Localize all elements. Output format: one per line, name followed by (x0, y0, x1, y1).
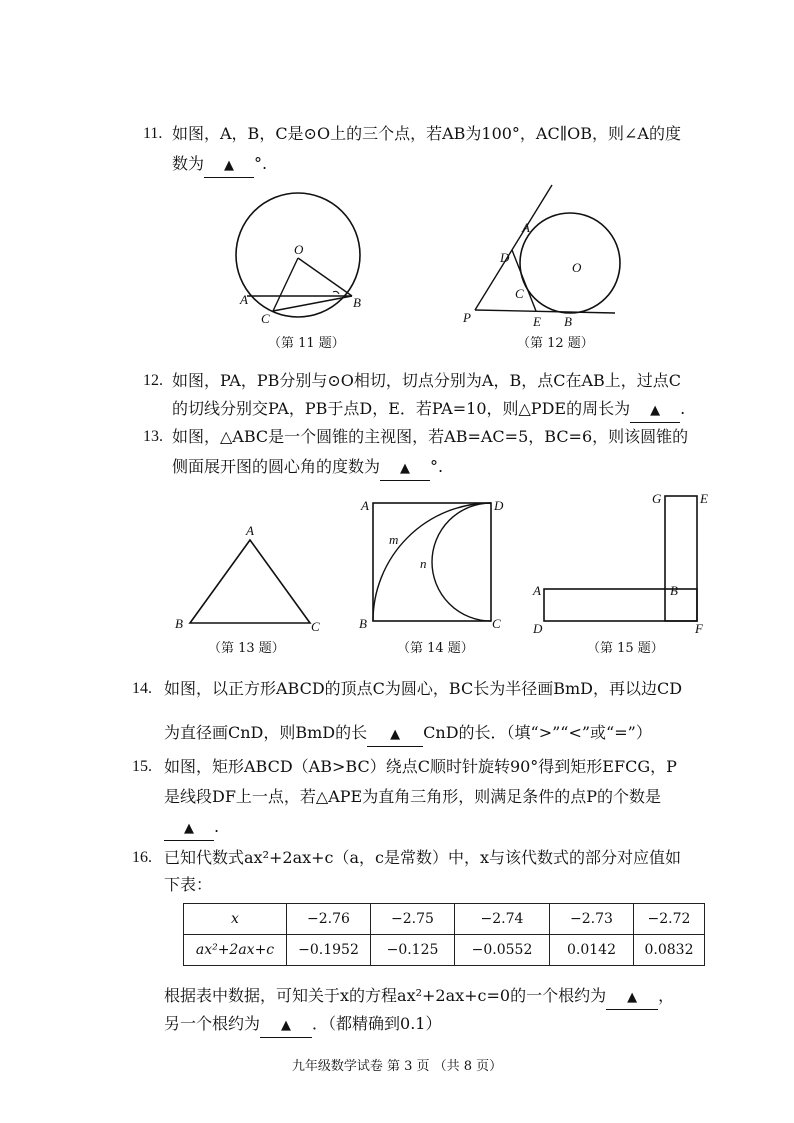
q11-text-pre: 数为 (172, 154, 205, 173)
table-cell: −2.76 (287, 904, 371, 935)
triangle-marker-icon: ▲ (184, 821, 194, 836)
label-D: D (533, 621, 543, 636)
table-cell: ax²+2ax+c (184, 935, 287, 966)
label-O: O (294, 242, 304, 257)
question-14-line2 (164, 722, 652, 747)
q16-text-post: ， (658, 986, 675, 1005)
question-number-14: 14. (132, 680, 152, 697)
answer-blank-15[interactable] (164, 816, 214, 841)
triangle-marker-icon: ▲ (650, 403, 661, 418)
q13-text-post: °. (430, 457, 444, 476)
label-C: C (515, 286, 524, 301)
q16-text-post2: ．（都精确到0.1） (312, 1014, 442, 1033)
table-cell: x (184, 904, 287, 935)
question-16-line2: 下表： (164, 875, 213, 894)
label-A: A (361, 498, 369, 513)
question-16-after2 (164, 1013, 441, 1038)
q14-text-post: CnD的长．（填“>”“<”或“=”） (423, 723, 652, 742)
table-cell: −2.75 (371, 904, 455, 935)
question-number-11: 11. (143, 125, 163, 142)
question-15-line1: 如图，矩形ABCD（AB>BC）绕点C顺时针旋转90°得到矩形EFCG，P (164, 757, 677, 776)
label-B: B (353, 295, 361, 310)
answer-blank-14[interactable] (367, 722, 423, 747)
answer-blank-11[interactable] (204, 153, 254, 178)
question-15-line2: 是线段DF上一点，若△APE为直角三角形，则满足条件的点P的个数是 (164, 787, 662, 806)
label-F: F (695, 621, 703, 636)
caption-figure-11: （第 11 题） (268, 336, 345, 351)
label-A: A (246, 523, 254, 538)
label-C: C (261, 311, 270, 326)
question-13-line2 (172, 456, 443, 481)
question-12-line1: 如图，PA，PB分别与⊙O相切，切点分别为A，B，点C在AB上，过点C (172, 371, 682, 390)
label-A: A (240, 292, 248, 307)
q16-text-pre: 根据表中数据，可知关于x的方程ax²+2ax+c=0的一个根约为 (164, 986, 607, 1005)
table-cell: 0.0142 (550, 935, 634, 966)
label-A: A (533, 583, 541, 598)
question-16-line1: 已知代数式ax²+2ax+c（a，c是常数）中，x与该代数式的部分对应值如 (164, 848, 682, 867)
table-cell: −2.73 (550, 904, 634, 935)
label-P: P (463, 310, 471, 325)
label-C: C (492, 616, 501, 631)
answer-blank-13[interactable] (380, 456, 430, 481)
caption-figure-12: （第 12 题） (517, 336, 594, 351)
answer-blank-12[interactable] (630, 398, 680, 423)
table-cell: −0.125 (371, 935, 455, 966)
question-number-16: 16. (132, 849, 152, 866)
label-B: B (670, 583, 678, 598)
question-13-line1: 如图，△ABC是一个圆锥的主视图，若AB=AC=5，BC=6，则该圆锥的 (172, 427, 689, 446)
page-footer: 九年级数学试卷 第 3 页 （共 8 页） (291, 1059, 503, 1074)
q11-text-post: °. (254, 154, 268, 173)
label-A: A (522, 220, 530, 235)
figure-14 (355, 490, 515, 635)
label-C: C (311, 619, 320, 634)
label-D: D (494, 498, 504, 513)
triangle-marker-icon: ▲ (281, 1018, 292, 1033)
question-number-13: 13. (143, 428, 163, 445)
figure-11 (225, 190, 375, 330)
figure-12 (460, 180, 635, 330)
label-m: m (389, 532, 399, 547)
caption-figure-15: （第 15 题） (587, 641, 664, 656)
table-cell: −2.74 (455, 904, 550, 935)
q13-text-pre: 侧面展开图的圆心角的度数为 (172, 457, 381, 476)
answer-blank-16b[interactable] (260, 1013, 312, 1038)
q14-text-pre: 为直径画CnD，则BmD的长 (164, 723, 368, 742)
table-cell: −0.0552 (455, 935, 550, 966)
triangle-marker-icon: ▲ (390, 727, 401, 742)
caption-figure-13: （第 13 题） (208, 641, 285, 656)
question-12-line2 (172, 398, 685, 423)
label-D: D (500, 250, 510, 265)
triangle-marker-icon: ▲ (627, 990, 638, 1005)
label-B: B (175, 616, 183, 631)
q16-text-pre2: 另一个根约为 (164, 1014, 261, 1033)
question-11-line1: 如图，A，B，C是⊙O上的三个点，若AB为100°，AC∥OB，则∠A的度 (172, 124, 681, 143)
q12-text-post: . (680, 399, 686, 418)
question-14-line1: 如图，以正方形ABCD的顶点C为圆心，BC长为半径画BmD，再以边CD (164, 679, 683, 698)
label-B: B (564, 314, 572, 329)
caption-figure-14: （第 14 题） (397, 641, 474, 656)
values-table (183, 903, 705, 966)
label-E: E (700, 491, 708, 506)
table-cell: −0.1952 (287, 935, 371, 966)
question-15-line3 (164, 816, 219, 841)
q15-text-post: . (214, 817, 220, 836)
triangle-marker-icon: ▲ (224, 158, 235, 173)
figure-13 (170, 520, 330, 635)
label-n: n (420, 556, 427, 571)
label-B: B (359, 616, 367, 631)
table-cell: 0.0832 (634, 935, 705, 966)
table-row (184, 904, 705, 935)
question-number-12: 12. (143, 372, 163, 389)
label-E: E (533, 314, 541, 329)
table-cell: −2.72 (634, 904, 705, 935)
question-16-after1 (164, 985, 674, 1010)
label-G: G (652, 491, 662, 506)
question-number-15: 15. (132, 758, 152, 775)
q12-text: 的切线分别交PA，PB于点D，E．若PA=10，则△PDE的周长为 (172, 399, 631, 418)
triangle-marker-icon: ▲ (400, 461, 411, 476)
table-row (184, 935, 705, 966)
question-11-line2 (172, 153, 267, 178)
figure-15 (525, 485, 715, 640)
label-O: O (572, 260, 582, 275)
answer-blank-16a[interactable] (606, 985, 658, 1010)
